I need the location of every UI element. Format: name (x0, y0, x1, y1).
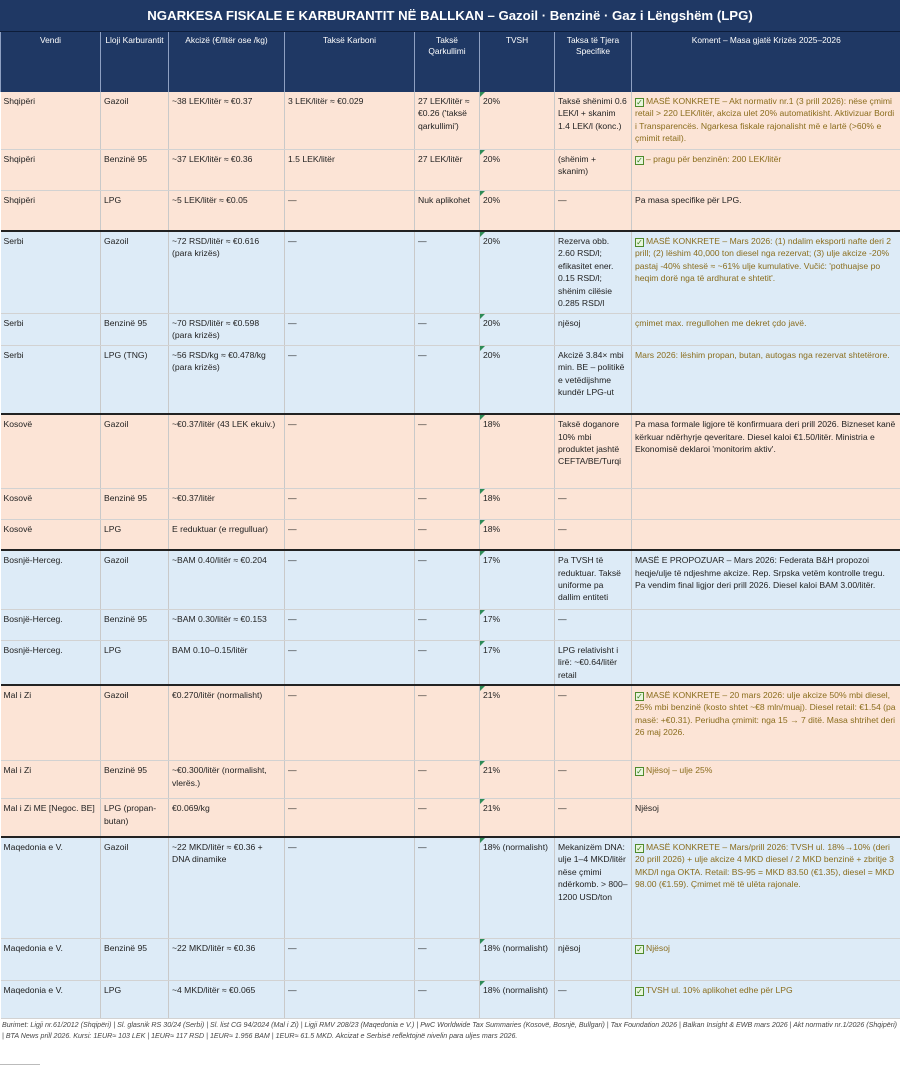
table-row (1, 609, 900, 640)
table-row (1, 981, 900, 1019)
excise-cell: €0.270/litër (normalisht) (169, 685, 285, 761)
comment-cell (632, 190, 900, 231)
other-taxes-cell: njësoj (555, 939, 632, 981)
column-header: TVSH (480, 32, 555, 92)
table-row (1, 685, 900, 761)
comment-text: Pa masa specifike për LPG. (635, 194, 742, 205)
comment-cell (632, 981, 900, 1019)
column-header: Taksë Karboni (285, 32, 415, 92)
circulation-tax-cell: — (415, 685, 480, 761)
country-cell: Maqedonia e V. (1, 837, 101, 939)
excise-cell: ~BAM 0.30/litër ≈ €0.153 (169, 609, 285, 640)
comment-text: MASË E PROPOZUAR – Mars 2026: Federata B&H propozoi heqje/ulje të ndjeshme akcize. Rep. Srpska vetëm kontrolle tregu. Pa vendim final ligjor deri prill 2026. Diesel kaloi BAM 3.00/litër. (635, 555, 885, 591)
comment-text: MASË KONKRETE – 20 mars 2026: ulje akcize 50% mbi diesel, 25% mbi benzinë (kosto shtet ~€8 mln/muaj). Diesel retail: €1.54 (pa masë: +€0.31). Periudha çmimit: nga 15 → 7 ditë. Masa shtrihet deri 26 maj 2026. (635, 689, 896, 738)
carbon-tax-cell: — (285, 799, 415, 837)
carbon-tax-cell: — (285, 640, 415, 685)
table-row (1, 640, 900, 685)
comment-cell (632, 640, 900, 685)
comment-text: Mars 2026: lëshim propan, butan, autogas nga rezervat shtetërore. (635, 349, 890, 360)
circulation-tax-cell: — (415, 761, 480, 799)
other-taxes-cell: — (555, 981, 632, 1019)
carbon-tax-cell: — (285, 345, 415, 414)
excise-cell: ~BAM 0.40/litër ≈ €0.204 (169, 550, 285, 609)
carbon-tax-cell: — (285, 519, 415, 550)
comment-cell (632, 799, 900, 837)
fuel-type-cell: Gazoil (101, 92, 169, 149)
other-taxes-cell: — (555, 190, 632, 231)
vat-cell: 17% (480, 609, 555, 640)
country-cell: Kosovë (1, 488, 101, 519)
excise-cell: ~72 RSD/litër ≈ €0.616 (para krizës) (169, 231, 285, 313)
comment-text: Njësoj (635, 803, 659, 814)
fuel-tax-table (0, 32, 900, 1019)
fuel-type-cell: Benzinë 95 (101, 609, 169, 640)
country-cell: Maqedonia e V. (1, 981, 101, 1019)
fuel-type-cell: Benzinë 95 (101, 313, 169, 345)
checkbox-checked-icon: ✓ (636, 691, 643, 701)
country-cell: Shqipëri (1, 190, 101, 231)
country-cell: Maqedonia e V. (1, 939, 101, 981)
table-row (1, 519, 900, 550)
carbon-tax-cell: — (285, 414, 415, 488)
vat-cell: 18% (normalisht) (480, 837, 555, 939)
excise-cell: ~€0.37/litër (43 LEK ekuiv.) (169, 414, 285, 488)
comment-cell (632, 519, 900, 550)
checkbox-checked-icon: ✓ (636, 843, 643, 853)
circulation-tax-cell: — (415, 550, 480, 609)
carbon-tax-cell: — (285, 231, 415, 313)
carbon-tax-cell: — (285, 939, 415, 981)
table-row (1, 231, 900, 313)
checkbox-checked-icon: ✓ (636, 987, 643, 997)
carbon-tax-cell: 1.5 LEK/litër (285, 149, 415, 190)
circulation-tax-cell: — (415, 837, 480, 939)
other-taxes-cell: Rezerva obb. 2.60 RSD/l; efikasitet ener. 0.15 RSD/l; shënim cilësie 0.285 RSD/l (555, 231, 632, 313)
table-row (1, 837, 900, 939)
excise-cell: ~€0.37/litër (169, 488, 285, 519)
comment-cell (632, 313, 900, 345)
column-header: Taksë Qarkullimi (415, 32, 480, 92)
comment-cell (632, 761, 900, 799)
circulation-tax-cell: Nuk aplikohet (415, 190, 480, 231)
country-cell: Shqipëri (1, 149, 101, 190)
country-cell: Mal i Zi (1, 761, 101, 799)
carbon-tax-cell: — (285, 313, 415, 345)
vat-cell: 18% (480, 414, 555, 488)
table-row (1, 414, 900, 488)
other-taxes-cell: — (555, 685, 632, 761)
comment-cell (632, 92, 900, 149)
vat-cell: 20% (480, 190, 555, 231)
other-taxes-cell: Akcizë 3.84× mbi min. BE – politikë e vetëdijshme kundër LPG-ut (555, 345, 632, 414)
page-title: NGARKESA FISKALE E KARBURANTIT NË BALLKAN – Gazoil · Benzinë · Gaz i Lëngshëm (LPG) (0, 0, 900, 32)
fuel-type-cell: Gazoil (101, 837, 169, 939)
fuel-type-cell: LPG (propan-butan) (101, 799, 169, 837)
column-header: Taksa të Tjera Specifike (555, 32, 632, 92)
country-cell: Serbi (1, 231, 101, 313)
vat-cell: 18% (480, 488, 555, 519)
table-header-row (1, 32, 900, 92)
circulation-tax-cell: — (415, 609, 480, 640)
vat-cell: 20% (480, 92, 555, 149)
fuel-type-cell: LPG (TNG) (101, 345, 169, 414)
comment-text: çmimet max. rregullohen me dekret çdo javë. (635, 317, 807, 328)
other-taxes-cell: njësoj (555, 313, 632, 345)
circulation-tax-cell: 27 LEK/litër ≈ €0.26 ('taksë qarkullimi') (415, 92, 480, 149)
vat-cell: 18% (normalisht) (480, 939, 555, 981)
carbon-tax-cell: — (285, 981, 415, 1019)
comment-cell (632, 685, 900, 761)
vat-cell: 20% (480, 345, 555, 414)
other-taxes-cell: — (555, 761, 632, 799)
vat-cell: 20% (480, 231, 555, 313)
comment-text: MASË KONKRETE – Akt normativ nr.1 (3 prill 2026): nëse çmimi retail > 220 LEK/litër, akciza ulet 20% automatikisht. Aktivizuar Bordi i Transparencës. Ngarkesa fiskale rajonalisht më e lartë (>60% e çmimit retail). (635, 96, 895, 144)
sources-footnote: Burimet: Ligji nr.61/2012 (Shqipëri) | Sl. glasnik RS 30/24 (Serbi) | Sl. list CG 94/2024 (Mal i Zi) | Ligji RMV 208/23 (Maqedonia e V.) | PwC Worldwide Tax Summaries (Kosovë, Bosnjë, Bullgari) | Tax Foundation 2026 | Balkan Insight & EWB mars 2026 | Akt normativ nr.1/2026 (Shqipëri) | BTA News prill 2026. Kursi: 1EUR≈ 103 LEK | 1EUR≈ 117 RSD | 1EUR≈ 1.956 BAM | 1EUR≈ 61.5 MKD. Akcizat e Serbisë reflektojnë nivelin para uljes mars 2026. (2, 1021, 898, 1040)
other-taxes-cell: — (555, 488, 632, 519)
circulation-tax-cell: — (415, 799, 480, 837)
excise-cell: ~22 MKD/litër ≈ €0.36 + DNA dinamike (169, 837, 285, 939)
circulation-tax-cell: — (415, 981, 480, 1019)
fuel-type-cell: Gazoil (101, 414, 169, 488)
circulation-tax-cell: — (415, 231, 480, 313)
excise-cell: BAM 0.10–0.15/litër (169, 640, 285, 685)
excise-cell: ~38 LEK/litër ≈ €0.37 (169, 92, 285, 149)
excise-cell: ~37 LEK/litër ≈ €0.36 (169, 149, 285, 190)
carbon-tax-cell: — (285, 837, 415, 939)
comment-cell (632, 231, 900, 313)
excise-cell: E reduktuar (e rregulluar) (169, 519, 285, 550)
vat-cell: 20% (480, 149, 555, 190)
country-cell: Serbi (1, 313, 101, 345)
table-row (1, 313, 900, 345)
circulation-tax-cell: — (415, 345, 480, 414)
fuel-type-cell: Gazoil (101, 685, 169, 761)
country-cell: Shqipëri (1, 92, 101, 149)
vat-cell: 18% (480, 519, 555, 550)
comment-text: TVSH ul. 10% aplikohet edhe për LPG (646, 985, 793, 996)
checkbox-checked-icon: ✓ (636, 767, 643, 777)
checkbox-checked-icon: ✓ (636, 155, 643, 165)
checkbox-checked-icon: ✓ (636, 98, 643, 107)
comment-text: Njësoj – ulje 25% (646, 765, 713, 776)
comment-text: Njësoj (646, 943, 670, 954)
footer-divider (0, 1064, 40, 1069)
circulation-tax-cell: 27 LEK/litër (415, 149, 480, 190)
vat-cell: 21% (480, 761, 555, 799)
other-taxes-cell: Pa TVSH të reduktuar. Taksë uniforme pa dallim entiteti (555, 550, 632, 609)
other-taxes-cell: — (555, 609, 632, 640)
column-header: Lloji Karburantit (101, 32, 169, 92)
table-row (1, 92, 900, 149)
country-cell: Bosnjë-Herceg. (1, 640, 101, 685)
comment-cell (632, 609, 900, 640)
other-taxes-cell: Mekanizëm DNA: ulje 1–4 MKD/litër nëse çmimi ndërkomb. > 800–1200 USD/ton (555, 837, 632, 939)
fuel-type-cell: Gazoil (101, 550, 169, 609)
circulation-tax-cell: — (415, 640, 480, 685)
carbon-tax-cell: 3 LEK/litër ≈ €0.029 (285, 92, 415, 149)
table-row (1, 939, 900, 981)
vat-cell: 18% (normalisht) (480, 981, 555, 1019)
comment-text: MASË KONKRETE – Mars 2026: (1) ndalim eksporti nafte deri 2 prill; (2) lëshim 40,000 ton diesel nga rezervat; (3) ulje akcize -20% pastaj -40% shtesë ≈ ~61% ulje kumulative. Vučić: 'pothuajse po heqim dorë nga të ardhurat e shtetit'. (635, 236, 892, 284)
vat-cell: 20% (480, 313, 555, 345)
circulation-tax-cell: — (415, 488, 480, 519)
carbon-tax-cell: — (285, 488, 415, 519)
circulation-tax-cell: — (415, 939, 480, 981)
country-cell: Mal i Zi ME [Negoc. BE] (1, 799, 101, 837)
circulation-tax-cell: — (415, 313, 480, 345)
fuel-type-cell: Benzinë 95 (101, 149, 169, 190)
other-taxes-cell: LPG relativisht i lirë: ~€0.64/litër retail (555, 640, 632, 685)
country-cell: Mal i Zi (1, 685, 101, 761)
excise-cell: €0.069/kg (169, 799, 285, 837)
table-row (1, 345, 900, 414)
fuel-type-cell: Benzinë 95 (101, 939, 169, 981)
comment-cell (632, 837, 900, 939)
fuel-type-cell: LPG (101, 519, 169, 550)
vat-cell: 17% (480, 550, 555, 609)
excise-cell: ~22 MKD/litër ≈ €0.36 (169, 939, 285, 981)
vat-cell: 17% (480, 640, 555, 685)
excise-cell: ~4 MKD/litër ≈ €0.065 (169, 981, 285, 1019)
fuel-type-cell: LPG (101, 640, 169, 685)
country-cell: Kosovë (1, 414, 101, 488)
excise-cell: ~5 LEK/litër ≈ €0.05 (169, 190, 285, 231)
checkbox-checked-icon: ✓ (636, 945, 643, 955)
table-row (1, 550, 900, 609)
column-header: Vendi (1, 32, 101, 92)
country-cell: Kosovë (1, 519, 101, 550)
comment-cell (632, 550, 900, 609)
other-taxes-cell: Taksë shënimi 0.6 LEK/l + skanim 1.4 LEK/l (konc.) (555, 92, 632, 149)
table-row (1, 190, 900, 231)
other-taxes-cell: (shënim + skanim) (555, 149, 632, 190)
column-header: Akcizë (€/litër ose /kg) (169, 32, 285, 92)
other-taxes-cell: — (555, 799, 632, 837)
other-taxes-cell: — (555, 519, 632, 550)
excise-cell: ~56 RSD/kg ≈ €0.478/kg (para krizës) (169, 345, 285, 414)
fuel-type-cell: LPG (101, 981, 169, 1019)
fuel-type-cell: Benzinë 95 (101, 761, 169, 799)
column-header: Koment – Masa gjatë Krizës 2025–2026 (632, 32, 900, 92)
vat-cell: 21% (480, 799, 555, 837)
comment-text: Pa masa formale ligjore të konfirmuara deri prill 2026. Bizneset kanë kërkuar ndërhyrje qeveritare. Diesel kaloi €1.50/litër. Ministria e Ekonomisë deklaroi 'monitorim aktiv'. (635, 419, 896, 455)
circulation-tax-cell: — (415, 414, 480, 488)
vat-cell: 21% (480, 685, 555, 761)
comment-text: – pragu për benzinën: 200 LEK/litër (646, 153, 782, 164)
carbon-tax-cell: — (285, 609, 415, 640)
table-row (1, 799, 900, 837)
country-cell: Serbi (1, 345, 101, 414)
country-cell: Bosnjë-Herceg. (1, 550, 101, 609)
comment-cell (632, 488, 900, 519)
carbon-tax-cell: — (285, 550, 415, 609)
other-taxes-cell: Taksë doganore 10% mbi produktet jashtë CEFTA/BE/Turqi (555, 414, 632, 488)
carbon-tax-cell: — (285, 190, 415, 231)
comment-cell (632, 149, 900, 190)
table-row (1, 488, 900, 519)
table-row (1, 149, 900, 190)
comment-text: MASË KONKRETE – Mars/prill 2026: TVSH ul. 18%→10% (deri 20 prill 2026) + ulje akcize 4 MKD diesel / 2 MKD benzinë + zbritje 3 MKD/l nga OKTA. Retail: BS-95 = MKD 83.50 (€1.35), diesel = MKD 98.00 (€1.59). Çmimet më të ulëta rajonale. (635, 841, 895, 890)
comment-cell (632, 939, 900, 981)
table-row (1, 761, 900, 799)
country-cell: Bosnjë-Herceg. (1, 609, 101, 640)
fuel-type-cell: Benzinë 95 (101, 488, 169, 519)
fuel-type-cell: Gazoil (101, 231, 169, 313)
comment-cell (632, 414, 900, 488)
circulation-tax-cell: — (415, 519, 480, 550)
fuel-type-cell: LPG (101, 190, 169, 231)
carbon-tax-cell: — (285, 761, 415, 799)
excise-cell: ~€0.300/litër (normalisht, vlerës.) (169, 761, 285, 799)
excise-cell: ~70 RSD/litër ≈ €0.598 (para krizës) (169, 313, 285, 345)
carbon-tax-cell: — (285, 685, 415, 761)
comment-cell (632, 345, 900, 414)
checkbox-checked-icon: ✓ (636, 238, 643, 247)
